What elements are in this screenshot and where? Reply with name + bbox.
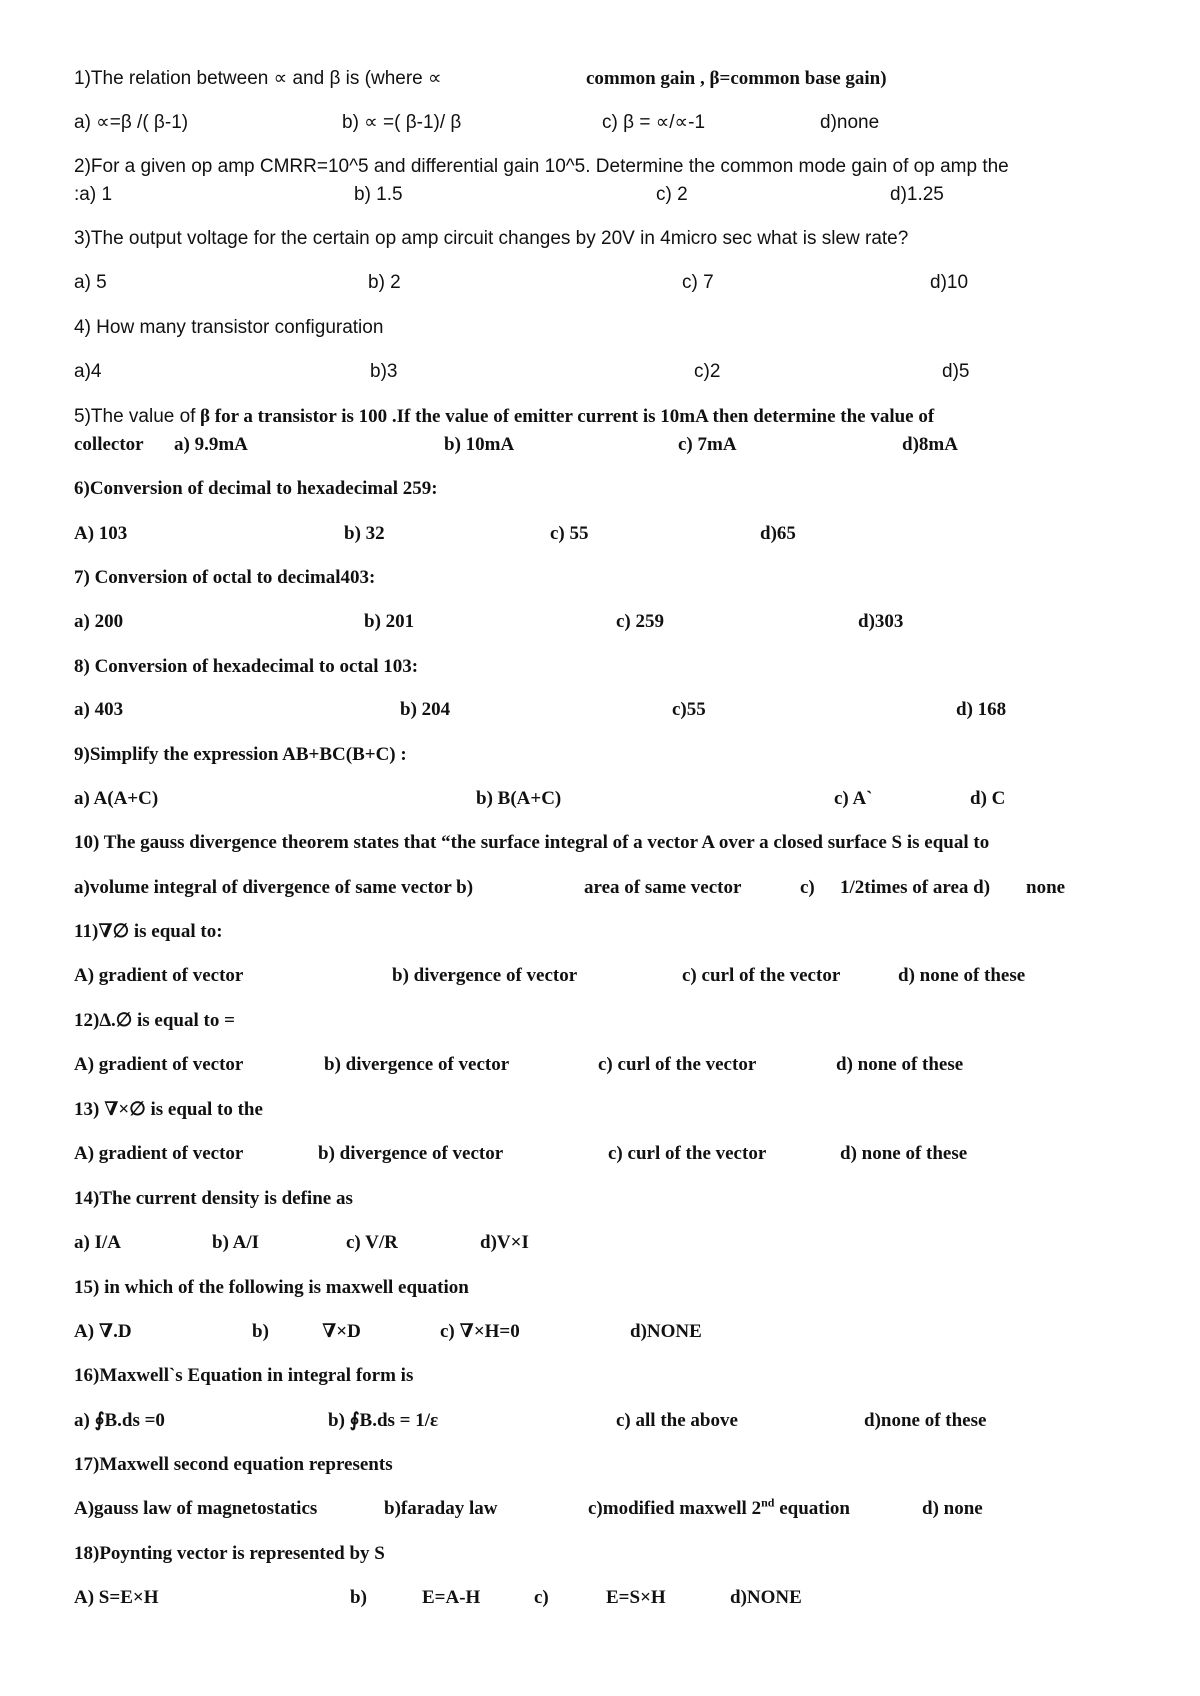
options-17 <box>74 1496 1184 1522</box>
superscript-nd: nd <box>761 1496 775 1510</box>
options-16 <box>74 1408 1184 1434</box>
option-b: b) 201 <box>364 611 415 632</box>
question-text: 8) Conversion of hexadecimal to octal 103: <box>74 656 419 677</box>
option-d: d)NONE <box>630 1321 702 1342</box>
options-10 <box>74 875 1184 901</box>
question-7 <box>74 565 1184 591</box>
option-c: c) curl of the vector <box>682 965 841 986</box>
option-a: a) A(A+C) <box>74 788 159 809</box>
option-c-label: c) <box>534 1587 549 1608</box>
option-c: c) 2 <box>656 184 688 205</box>
options-13 <box>74 1141 1184 1167</box>
option-d: d) none of these <box>898 965 1026 986</box>
options-15 <box>74 1319 1184 1345</box>
option-b: b)faraday law <box>384 1498 498 1519</box>
option-d: d)V×I <box>480 1232 529 1253</box>
option-c: c) curl of the vector <box>598 1054 757 1075</box>
option-c: c) 55 <box>550 523 589 544</box>
option-a: A) 103 <box>74 523 128 544</box>
option-b: b) ∮B.ds = 1/ε <box>328 1410 439 1431</box>
option-a: A) gradient of vector <box>74 1054 244 1075</box>
question-13 <box>74 1097 1184 1123</box>
question-text: 10) The gauss divergence theorem states that “the surface integral of a vector A over a closed surface S is equal to <box>74 832 990 853</box>
option-d: d)10 <box>930 272 969 293</box>
options-1 <box>74 110 1184 136</box>
question-text: 12)∆.∅ is equal to = <box>74 1010 235 1031</box>
option-c: c) 7 <box>682 272 714 293</box>
options-6 <box>74 521 1184 547</box>
question-text-bold: β for a transistor is 100 .If the value of emitter current is 10mA then determine the value of <box>200 406 935 427</box>
option-a: A) gradient of vector <box>74 965 244 986</box>
question-text: 5)The value of <box>74 406 196 427</box>
option-c: c)55 <box>672 699 706 720</box>
option-b-label: b) <box>252 1321 269 1342</box>
option-d: d)65 <box>760 523 796 544</box>
option-c-text: c)modified maxwell 2 <box>588 1498 762 1519</box>
option-d: d)5 <box>942 361 970 382</box>
question-12 <box>74 1008 1184 1034</box>
option-a: a) ∝=β /( β-1) <box>74 112 189 133</box>
question-6 <box>74 476 1184 502</box>
option-d: d)none of these <box>864 1410 987 1431</box>
option-a: :a) 1 <box>74 184 113 205</box>
question-11 <box>74 919 1184 945</box>
option-c-text: E=S×H <box>606 1587 666 1608</box>
option-a: a) I/A <box>74 1232 121 1253</box>
option-b-text: ∇×D <box>322 1321 361 1342</box>
question-15 <box>74 1275 1184 1301</box>
option-b-text: E=A-H <box>422 1587 481 1608</box>
options-18 <box>74 1585 1184 1611</box>
option-d: d) 168 <box>956 699 1007 720</box>
question-text: 11)∇∅ is equal to: <box>74 921 223 942</box>
question-14 <box>74 1186 1184 1212</box>
question-text: 1)The relation between ∝ and β is (where ∝ <box>74 68 442 89</box>
option-d: d)none <box>820 112 880 133</box>
question-text-continued: collector <box>74 434 144 455</box>
option-c: c) all the above <box>616 1410 738 1431</box>
question-9 <box>74 742 1184 768</box>
option-a: A) gradient of vector <box>74 1143 244 1164</box>
option-b: b) 32 <box>344 523 385 544</box>
options-2 <box>74 182 1184 208</box>
option-a: A) S=E×H <box>74 1587 159 1608</box>
option-a: a) 9.9mA <box>174 434 248 455</box>
option-b: b) divergence of vector <box>324 1054 510 1075</box>
options-11 <box>74 963 1184 989</box>
option-d: d)NONE <box>730 1587 802 1608</box>
question-text: 6)Conversion of decimal to hexadecimal 259: <box>74 478 438 499</box>
options-14 <box>74 1230 1184 1256</box>
option-a: a) 200 <box>74 611 124 632</box>
option-a: a) ∮B.ds =0 <box>74 1410 165 1431</box>
option-b: b) ∝ =( β-1)/ β <box>342 112 462 133</box>
option-b: b) B(A+C) <box>476 788 562 809</box>
question-text: 7) Conversion of octal to decimal403: <box>74 567 376 588</box>
question-10 <box>74 830 1184 856</box>
option-d: d) C <box>970 788 1006 809</box>
question-text: 18)Poynting vector is represented by S <box>74 1543 385 1564</box>
option-b: b) 204 <box>400 699 451 720</box>
option-d: d)8mA <box>902 434 958 455</box>
question-text: 3)The output voltage for the certain op amp circuit changes by 20V in 4micro sec what is slew rate? <box>74 228 909 249</box>
option-c: c)2 <box>694 361 721 382</box>
option-c: c) A` <box>834 788 873 809</box>
option-b-text: area of same vector <box>584 877 742 898</box>
option-a: a)4 <box>74 361 102 382</box>
question-text: 14)The current density is define as <box>74 1188 353 1209</box>
question-2 <box>74 154 1184 180</box>
question-17 <box>74 1452 1184 1478</box>
question-4 <box>74 315 1184 341</box>
options-7 <box>74 609 1184 635</box>
question-3 <box>74 226 1184 252</box>
option-c-label: c) <box>800 877 815 898</box>
options-4 <box>74 359 1184 385</box>
option-b: b)3 <box>370 361 398 382</box>
option-c: c) V/R <box>346 1232 398 1253</box>
option-c-text-end: equation <box>774 1498 850 1519</box>
option-d: d) none of these <box>836 1054 964 1075</box>
options-3 <box>74 270 1184 296</box>
question-text: 2)For a given op amp CMRR=10^5 and differential gain 10^5. Determine the common mode gain of op amp the <box>74 156 1009 177</box>
options-9 <box>74 786 1184 812</box>
option-d-text: none <box>1026 877 1066 898</box>
option-c: c) 259 <box>616 611 665 632</box>
option-c <box>588 1496 850 1522</box>
options-5 <box>74 432 1184 458</box>
option-a: A) ∇.D <box>74 1321 132 1342</box>
question-text: 16)Maxwell`s Equation in integral form is <box>74 1365 414 1386</box>
option-b: b) 2 <box>368 272 401 293</box>
option-c: c) curl of the vector <box>608 1143 767 1164</box>
question-text-bold: common gain , β=common base gain) <box>586 68 887 89</box>
option-d: d) none of these <box>840 1143 968 1164</box>
question-text: 17)Maxwell second equation represents <box>74 1454 393 1475</box>
option-a: a)volume integral of divergence of same vector b) <box>74 877 474 898</box>
option-b: b) divergence of vector <box>318 1143 504 1164</box>
options-8 <box>74 697 1184 723</box>
question-text: 15) in which of the following is maxwell equation <box>74 1277 469 1298</box>
question-5 <box>74 404 1184 430</box>
question-text: 9)Simplify the expression AB+BC(B+C) : <box>74 744 407 765</box>
question-18 <box>74 1541 1184 1567</box>
question-text: 13) ∇×∅ is equal to the <box>74 1099 263 1120</box>
option-b-label: b) <box>350 1587 367 1608</box>
question-1 <box>74 66 1184 92</box>
option-c: c) ∇×H=0 <box>440 1321 520 1342</box>
option-b: b) divergence of vector <box>392 965 578 986</box>
option-c: c) β = ∝/∝-1 <box>602 112 706 133</box>
question-text: 4) How many transistor configuration <box>74 317 384 338</box>
option-d: d)303 <box>858 611 904 632</box>
option-a: A)gauss law of magnetostatics <box>74 1498 318 1519</box>
options-12 <box>74 1052 1184 1078</box>
option-a: a) 403 <box>74 699 124 720</box>
option-a: a) 5 <box>74 272 107 293</box>
option-c-text: 1/2times of area d) <box>840 877 991 898</box>
option-b: b) 1.5 <box>354 184 403 205</box>
option-d: d) none <box>922 1498 983 1519</box>
option-c: c) 7mA <box>678 434 737 455</box>
question-8 <box>74 654 1184 680</box>
option-b: b) 10mA <box>444 434 515 455</box>
option-d: d)1.25 <box>890 184 944 205</box>
question-16 <box>74 1363 1184 1389</box>
option-b: b) A/I <box>212 1232 259 1253</box>
